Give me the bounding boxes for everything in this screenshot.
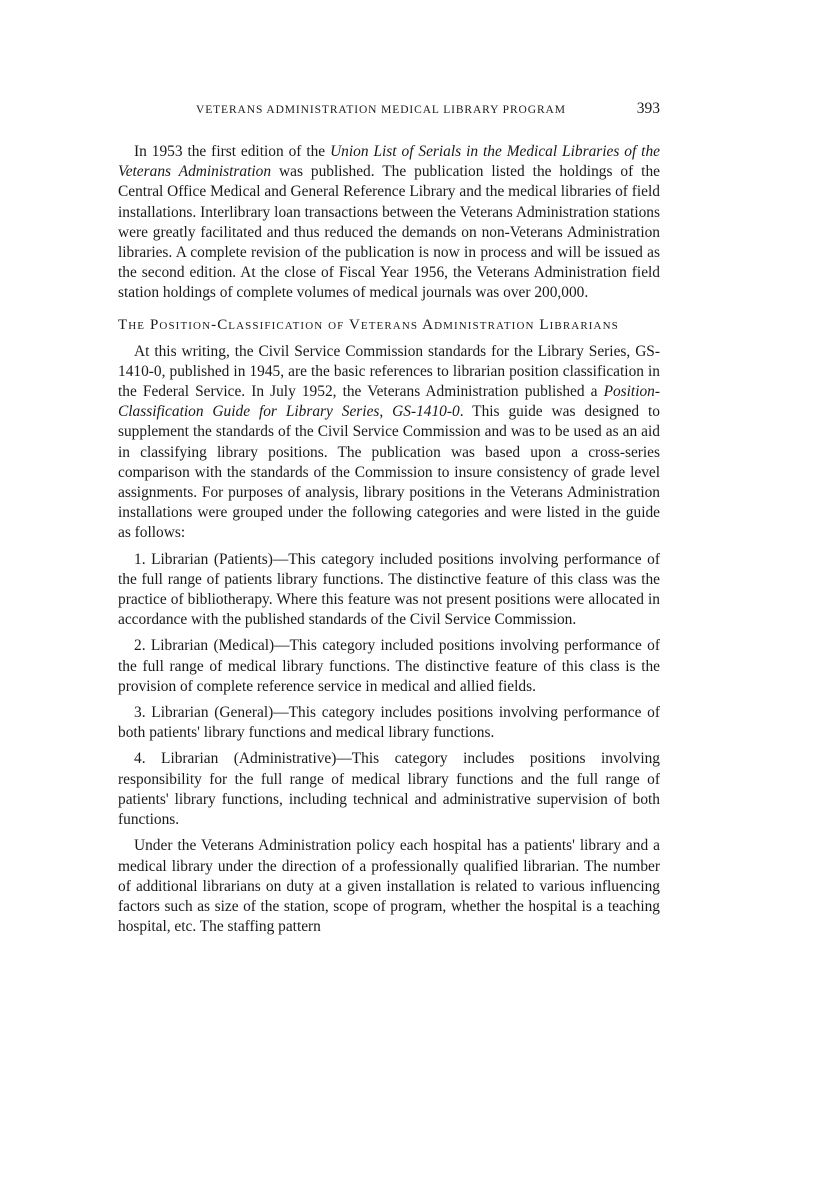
category-item-medical: 2. Librarian (Medical)—This category included positions involving performance of the full range of medical library functions. The distinctive feature of this class is the provision of complete reference service in medical and allied fields. <box>118 637 660 695</box>
paragraph-union-list: In 1953 the first edition of the Union List of Serials in the Medical Libraries of the Veterans Administration was published. The publication listed the holdings of the Central Office Medical and General Reference Library and the medical libraries of field installations. Interlibrary loan transactions between the Veterans Administration stations were greatly facilitated and thus reduced the demands on non-Veterans Administration libraries. A complete revision of the publication is now in process and will be issued as the second edition. At the close of Fiscal Year 1956, the Veterans Administration field station holdings of complete volumes of medical journals was over 200,000. <box>118 143 660 302</box>
paragraph-position-classification: At this writing, the Civil Service Commission standards for the Library Series, GS-1410-0, published in 1945, are the basic references to librarian position classification in the Federal Service. In July 1952, the Veterans Administration published a Position-Classification Guide for Library Series, GS-1410-0. This guide was designed to supplement the standards of the Civil Service Commission and was to be used as an aid in classifying library positions. The publication was based upon a cross-series comparison with the standards of the Commission to insure consistency of grade level assignments. For purposes of analysis, library positions in the Veterans Administration installations were grouped under the following categories and were listed in the guide as follows: <box>118 342 660 542</box>
document-page <box>118 100 660 943</box>
running-head <box>118 100 660 130</box>
category-item-administrative: 4. Librarian (Administrative)—This category includes positions involving responsibility for the full range of medical library functions and the full range of patients' library functions, including technical and administrative supervision of both functions. <box>118 750 660 829</box>
section-heading: The Position-Classification of Veterans Administration Librarians <box>118 316 619 333</box>
category-item-patients: 1. Librarian (Patients)—This category included positions involving performance of the full range of patients library functions. The distinctive feature of this class was the practice of bibliotherapy. Where this feature was not present positions were allocated in accordance with the published standards of the Civil Service Commission. <box>118 550 660 629</box>
running-title: VETERANS ADMINISTRATION MEDICAL LIBRARY PROGRAM <box>196 104 566 116</box>
category-item-general: 3. Librarian (General)—This category includes positions involving performance of both patients' library functions and medical library functions. <box>118 704 660 742</box>
body-text <box>118 142 660 937</box>
union-list-title: Union List of Serials in the Medical Libraries of the Veterans Administration <box>118 143 660 181</box>
paragraph-hospital-policy: Under the Veterans Administration policy each hospital has a patients' library and a medical library under the direction of a professionally qualified librarian. The number of additional librarians on duty at a given installation is related to various influencing factors such as size of the station, scope of program, whether the hospital is a teaching hospital, etc. The staffing pattern <box>118 837 660 936</box>
classification-guide-title: Position-Classification Guide for Library Series, GS-1410-0 <box>118 383 660 421</box>
page-number: 393 <box>636 100 660 117</box>
